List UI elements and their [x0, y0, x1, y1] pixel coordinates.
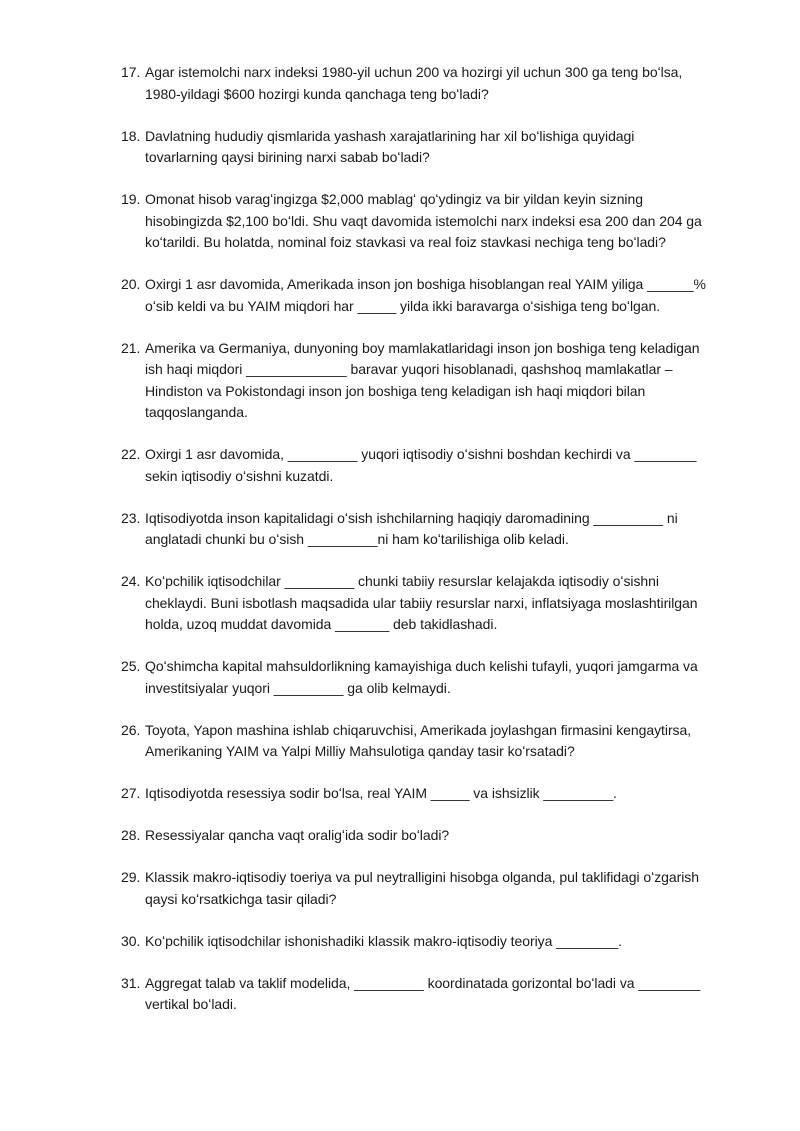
question-item — [121, 189, 706, 254]
question-list — [121, 62, 706, 1036]
question-item — [121, 571, 706, 636]
question-text: Aggregat talab va taklif modelida, _________ koordinatada gorizontal boʻladi va ________ vertikal boʻladi. — [145, 974, 701, 1012]
question-number: 28. — [121, 827, 141, 843]
question-item — [121, 444, 706, 487]
question-item — [121, 825, 706, 847]
question-text: Oxirgi 1 asr davomida, _________ yuqori iqtisodiy oʻsishni boshdan kechirdi va ________ sekin iqtisodiy oʻsishni kuzatdi. — [145, 446, 697, 484]
question-number: 23. — [121, 509, 141, 526]
question-item — [121, 973, 706, 1016]
question-text: Klassik makro-iqtisodiy toeriya va pul neytralligini hisobga olganda, pul taklifidagi oʻzgarish qaysi koʻrsatkichga tasir qiladi? — [145, 869, 699, 907]
question-number: 21. — [121, 339, 141, 356]
question-text: Qoʻshimcha kapital mahsuldorlikning kamayishiga duch kelishi tufayli, yuqori jamgarma va investitsiyalar yuqori _________ ga olib kelmaydi. — [145, 658, 698, 696]
question-text: Koʻpchilik iqtisodchilar _________ chunki tabiiy resurslar kelajakda iqtisodiy oʻsishni cheklaydi. Buni isbotlash maqsadida ular tabiiy resurslar narxi, inflatsiyaga moslashtirilgan holda, uzoq muddat davomida _______ deb takidlashadi. — [145, 573, 698, 632]
question-item — [121, 508, 706, 551]
question-item — [121, 720, 706, 763]
question-number: 18. — [121, 127, 141, 144]
question-number: 22. — [121, 446, 141, 462]
question-text: Iqtisodiyotda resessiya sodir boʻlsa, real YAIM _____ va ishsizlik _________. — [145, 785, 617, 801]
question-item — [121, 274, 706, 317]
question-item — [121, 867, 706, 910]
question-number: 29. — [121, 869, 141, 885]
question-number: 31. — [121, 974, 141, 991]
question-item — [121, 126, 706, 169]
question-text: Koʻpchilik iqtisodchilar ishonishadiki klassik makro-iqtisodiy teoriya ________. — [145, 932, 622, 949]
question-number: 30. — [121, 932, 141, 949]
question-item — [121, 656, 706, 699]
question-number: 19. — [121, 191, 141, 207]
question-text: Omonat hisob varagʻingizga $2,000 mablagʻ qoʻydingiz va bir yildan keyin sizning hisobingizda $2,100 boʻldi. Shu vaqt davomida istemolchi narx indeksi esa 200 dan 204 ga koʻtarildi. Bu holatda, nominal foiz stavkasi va real foiz stavkasi nechiga teng boʻladi? — [145, 191, 702, 250]
question-number: 25. — [121, 658, 141, 674]
question-number: 20. — [121, 276, 141, 292]
question-text: Toyota, Yapon mashina ishlab chiqaruvchisi, Amerikada joylashgan firmasini kengaytirsa, Amerikaning YAIM va Yalpi Milliy Mahsulotiga qanday tasir koʻrsatadi? — [145, 721, 692, 759]
question-number: 27. — [121, 785, 141, 801]
question-item — [121, 338, 706, 424]
question-item — [121, 783, 706, 805]
question-item — [121, 62, 706, 105]
question-text: Davlatning hududiy qismlarida yashash xarajatlarining har xil boʻlishiga quyidagi tovarlarning qaysi birining narxi sabab boʻladi? — [145, 127, 635, 165]
question-number: 26. — [121, 721, 141, 738]
question-text: Oxirgi 1 asr davomida, Amerikada inson jon boshiga hisoblangan real YAIM yiliga ______% oʻsib keldi va bu YAIM miqdori har _____ yilda ikki baravarga oʻsishiga teng boʻlgan. — [145, 276, 706, 314]
question-number: 17. — [121, 64, 141, 80]
question-text: Iqtisodiyotda inson kapitalidagi oʻsish ishchilarning haqiqiy daromadining _________ ni anglatadi chunki bu oʻsish _________ni ham koʻtarilishiga olib keladi. — [145, 509, 678, 547]
question-text: Amerika va Germaniya, dunyoning boy mamlakatlaridagi inson jon boshiga teng keladigan ish haqi miqdori _____________ baravar yuqori hisoblanadi, qashshoq mamlakatlar – Hindiston va Pokistondagi inson jon boshiga teng keladigan ish haqi miqdori bilan taqqoslanganda. — [145, 339, 700, 420]
question-text: Resessiyalar qancha vaqt oraligʻida sodir boʻladi? — [145, 827, 450, 843]
question-text: Agar istemolchi narx indeksi 1980-yil uchun 200 va hozirgi yil uchun 300 ga teng boʻlsa, 1980-yildagi $600 hozirgi kunda qanchaga teng boʻladi? — [145, 64, 683, 102]
question-number: 24. — [121, 573, 141, 589]
question-item — [121, 931, 706, 953]
